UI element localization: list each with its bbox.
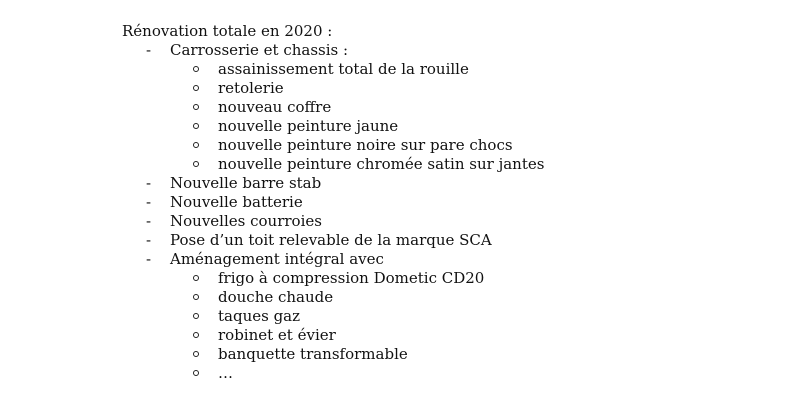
circle-bullet-icon bbox=[193, 370, 199, 376]
circle-bullet-icon bbox=[193, 275, 199, 281]
circle-bullet-icon bbox=[193, 104, 199, 110]
dash-bullet-icon: - bbox=[146, 41, 152, 59]
sub-list-item-text: nouveau coffre bbox=[218, 98, 332, 116]
sub-list-item-text: assainissement total de la rouille bbox=[218, 60, 469, 78]
circle-bullet-icon bbox=[193, 66, 199, 72]
list-item-text: Nouvelle batterie bbox=[170, 193, 303, 211]
list-item-text: Nouvelles courroies bbox=[170, 212, 322, 230]
document-heading: Rénovation totale en 2020 : bbox=[122, 22, 333, 40]
circle-bullet-icon bbox=[193, 161, 199, 167]
list-item-text: Aménagement intégral avec bbox=[170, 250, 384, 268]
circle-bullet-icon bbox=[193, 351, 199, 357]
list-item-text: Nouvelle barre stab bbox=[170, 174, 322, 192]
circle-bullet-icon bbox=[193, 332, 199, 338]
list-item-text: Carrosserie et chassis : bbox=[170, 41, 349, 59]
sub-list-item-text: taques gaz bbox=[218, 307, 301, 325]
sub-list-item-text: banquette transformable bbox=[218, 345, 408, 363]
dash-bullet-icon: - bbox=[146, 174, 152, 192]
sub-list-item-text: retolerie bbox=[218, 79, 284, 97]
sub-list-item-text: nouvelle peinture jaune bbox=[218, 117, 399, 135]
circle-bullet-icon bbox=[193, 123, 199, 129]
dash-bullet-icon: - bbox=[146, 250, 152, 268]
circle-bullet-icon bbox=[193, 142, 199, 148]
circle-bullet-icon bbox=[193, 313, 199, 319]
dash-bullet-icon: - bbox=[146, 212, 152, 230]
dash-bullet-icon: - bbox=[146, 231, 152, 249]
sub-list-item-text: frigo à compression Dometic CD20 bbox=[218, 269, 485, 287]
sub-list-item-text: nouvelle peinture chromée satin sur jantes bbox=[218, 155, 545, 173]
circle-bullet-icon bbox=[193, 85, 199, 91]
circle-bullet-icon bbox=[193, 294, 199, 300]
sub-list-item-text: robinet et évier bbox=[218, 326, 336, 344]
list-item-text: Pose d’un toit relevable de la marque SCA bbox=[170, 231, 492, 249]
sub-list-item-text: nouvelle peinture noire sur pare chocs bbox=[218, 136, 513, 154]
sub-list-item-text: … bbox=[218, 364, 233, 382]
dash-bullet-icon: - bbox=[146, 193, 152, 211]
sub-list-item-text: douche chaude bbox=[218, 288, 334, 306]
